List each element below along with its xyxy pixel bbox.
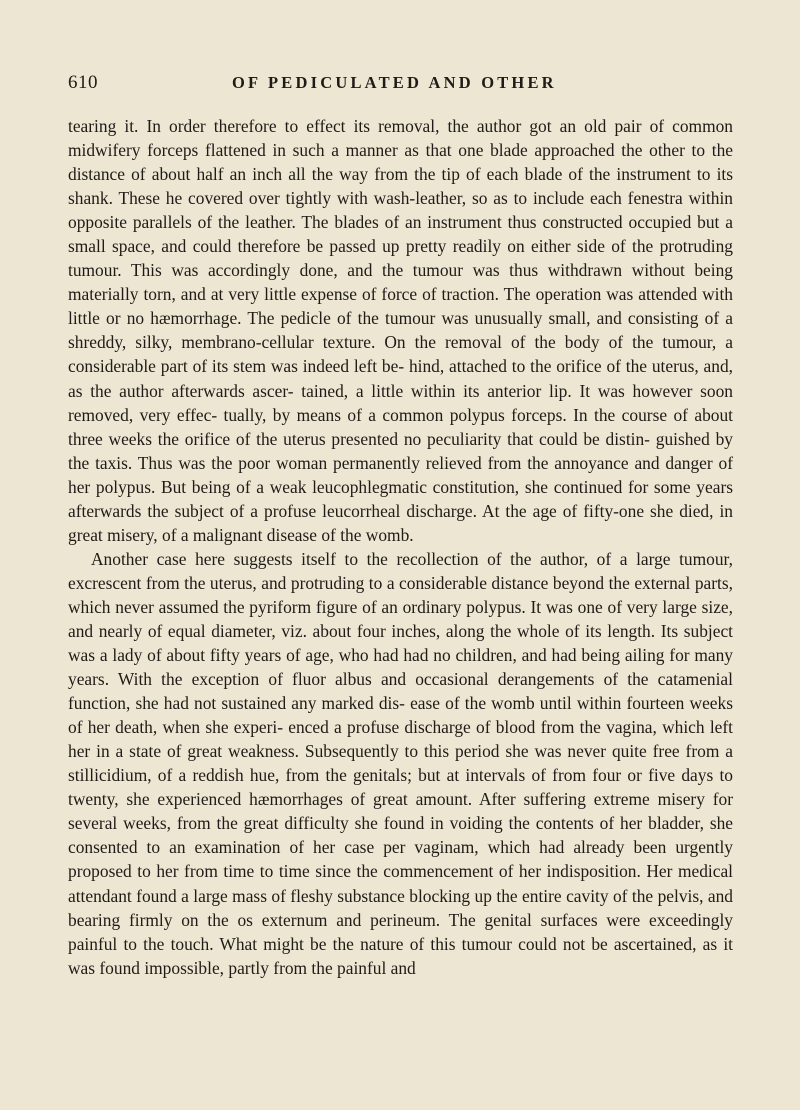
paragraph-another-case: Another case here suggests itself to the recollection of the author, of a large tumour, excrescent from the uterus, and protruding to a considerable distance beyond the external parts, which never assumed the pyriform figure of an ordinary polypus. It was one of very large size, and nearly of equal diameter, viz. about four inches, along the whole of its length. Its subject was a lady of about fifty years of age, who had had no children, and had being ailing for many years. With the exception of fluor albus and occasional derangements of the catamenial function, she had not sustained any marked dis- ease of the womb until within fourteen weeks of her death, when she experi- enced a profuse discharge of blood from the vagina, which left her in a state of great weakness. Subsequently to this period she was never quite free from a stillicidium, of a reddish hue, from the genitals; but at intervals of from four or five days to twenty, she experienced hæmorrhages of great amount. After suffering extreme misery for several weeks, from the great difficulty she found in voiding the contents of her bladder, she consented to an examination of her case per vaginam, which had already been urgently proposed to her from time to time since the commencement of her indisposition. Her medical attendant found a large mass of fleshy substance blocking up the entire cavity of the pelvis, and bearing firmly on the os externum and perineum. The genital surfaces were exceedingly painful to the touch. What might be the nature of this tumour could not be ascertained, as it was found impossible, partly from the painful and	[68, 548, 733, 978]
page-number: 610	[68, 72, 98, 93]
body-text	[68, 114, 733, 980]
running-header	[68, 72, 733, 96]
paragraph-continuation: tearing it. In order therefore to effect its removal, the author got an old pair of common midwifery forceps flattened in such a manner as that one blade approached the other to the distance of about half an inch all the way from the tip of each blade of the instrument to its shank. These he covered over tightly with wash-leather, so as to include each fenestra within opposite parallels of the leather. The blades of an instrument thus constructed occupied but a small space, and could therefore be passed up pretty readily on either side of the protruding tumour. This was accordingly done, and the tumour was thus withdrawn without being materially torn, and at very little expense of force of traction. The operation was attended with little or no hæmorrhage. The pedicle of the tumour was unusually small, and consisting of a shreddy, silky, membrano-cellular texture. On the removal of the body of the tumour, a considerable part of its stem was indeed left be- hind, attached to the orifice of the uterus, and, as the author afterwards ascer- tained, a little within its anterior lip. It was however soon removed, very effec- tually, by means of a common polypus forceps. In the course of about three weeks the orifice of the uterus presented no peculiarity that could be distin- guished by the taxis. Thus was the poor woman permanently relieved from the annoyance and danger of her polypus. But being of a weak leucophlegmatic constitution, she continued for some years afterwards the subject of a profuse leucorrheal discharge. At the age of fifty-one she died, in great misery, of a malignant disease of the womb.	[68, 116, 733, 545]
running-title: OF PEDICULATED AND OTHER	[232, 73, 557, 92]
